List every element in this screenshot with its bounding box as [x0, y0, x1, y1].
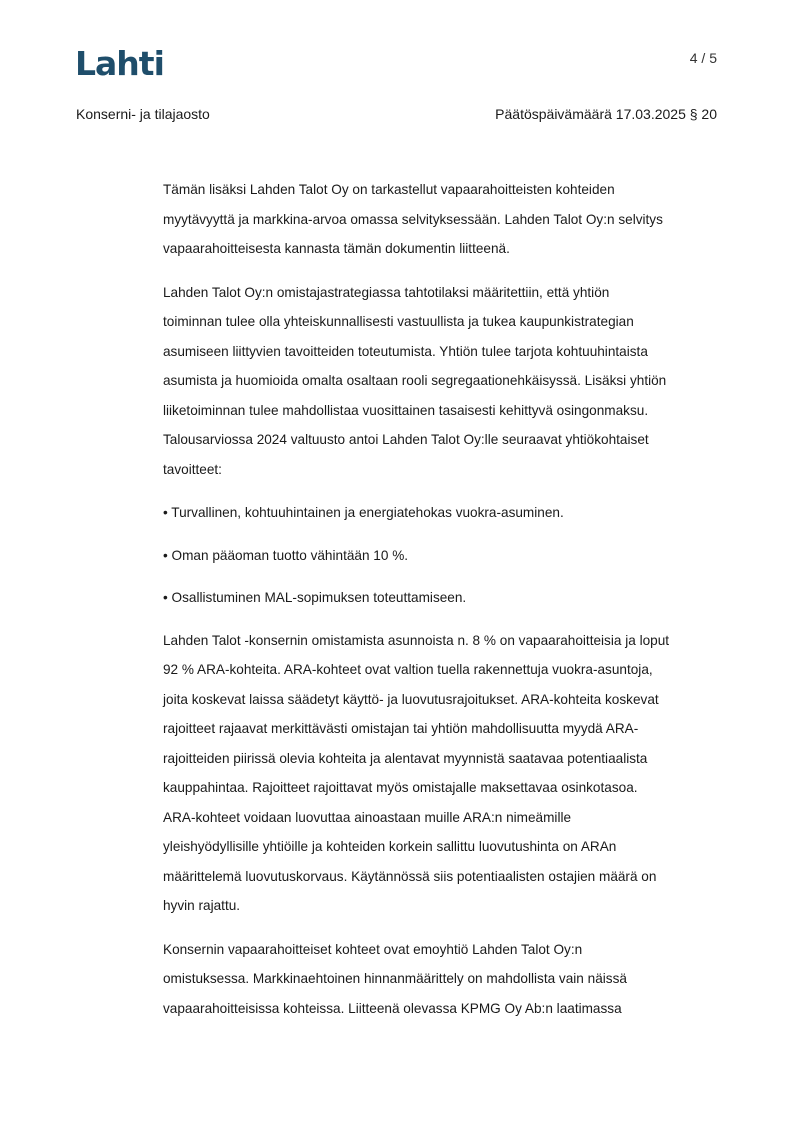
- text-line: Lahden Talot -konsernin omistamista asunnoista n. 8 % on vapaarahoitteisia ja loput: [163, 632, 670, 648]
- text-line: asumista ja huomioida omalta osaltaan rooli segregaationehkäisyssä. Lisäksi yhtiön: [163, 373, 667, 388]
- text-line: vapaarahoitteisesta kannasta tämän dokumentin liitteenä.: [163, 241, 510, 256]
- page-number: 4 / 5: [689, 50, 717, 66]
- text-line: vapaarahoitteisissa kohteissa. Liitteenä olevassa KPMG Oy Ab:n laatimassa: [163, 1000, 622, 1016]
- document-body: [163, 175, 723, 1037]
- text-line: rajoitteet rajaavat merkittävästi omistajan tai yhtiön mahdollisuutta myydä ARA-: [163, 721, 639, 736]
- text-line: Talousarviossa 2024 valtuusto antoi Lahden Talot Oy:lle seuraavat yhtiökohtaiset: [163, 432, 649, 447]
- text-line: liiketoiminnan tulee mahdollistaa vuosittainen tasaisesti kehittyvä osingonmaksu.: [163, 402, 649, 418]
- text-line: • Osallistuminen MAL-sopimuksen toteuttamiseen.: [163, 590, 467, 605]
- text-line: • Turvallinen, kohtuuhintainen ja energiatehokas vuokra-asuminen.: [163, 505, 564, 520]
- body-paragraph: [163, 175, 723, 264]
- text-line: yleishyödyllisille yhtiöille ja kohteiden korkein sallittu luovutushinta on ARAn: [163, 839, 617, 854]
- bullet-item: [163, 541, 723, 571]
- text-line: ARA-kohteet voidaan luovuttaa ainoastaan muille ARA:n nimeämille: [163, 809, 572, 825]
- body-paragraph: [163, 278, 723, 485]
- text-line: joita koskevat laissa säädetyt käyttö- ja luovutusrajoitukset. ARA-kohteita koskevat: [163, 691, 659, 707]
- lahti-logo: Lahti: [75, 44, 164, 83]
- text-line: kauppahintaa. Rajoitteet rajoittavat myös omistajalle maksettavaa osinkotasoa.: [163, 780, 638, 795]
- text-line: hyvin rajattu.: [163, 898, 241, 913]
- text-line: Lahden Talot Oy:n omistajastrategiassa tahtotilaksi määritettiin, että yhtiön: [163, 284, 610, 300]
- text-line: Tämän lisäksi Lahden Talot Oy on tarkastellut vapaarahoitteisten kohteiden: [163, 182, 615, 197]
- body-paragraph: [163, 935, 723, 1024]
- body-paragraph: [163, 626, 723, 921]
- text-line: Konsernin vapaarahoitteiset kohteet ovat emoyhtiö Lahden Talot Oy:n: [163, 941, 583, 957]
- text-line: myytävyyttä ja markkina-arvoa omassa selvityksessään. Lahden Talot Oy:n selvitys: [163, 211, 663, 227]
- text-line: toiminnan tulee olla yhteiskunnallisesti vastuullista ja tukea kaupunkistrategian: [163, 314, 634, 329]
- bullet-item: [163, 583, 723, 613]
- text-line: omistuksessa. Markkinaehtoinen hinnanmäärittely on mahdollista vain näissä: [163, 971, 627, 986]
- department-name: Konserni- ja tilajaosto: [76, 106, 210, 122]
- text-line: tavoitteet:: [163, 461, 222, 477]
- text-line: 92 % ARA-kohteita. ARA-kohteet ovat valtion tuella rakennettuja vuokra-asuntoja,: [163, 662, 653, 677]
- text-line: • Oman pääoman tuotto vähintään 10 %.: [163, 547, 409, 563]
- text-line: rajoitteiden piirissä olevia kohteita ja alentavat myynnistä saatavaa potentiaalista: [163, 750, 648, 766]
- text-line: asumiseen liittyvien tavoitteiden toteutumista. Yhtiön tulee tarjota kohtuuhintaista: [163, 343, 648, 359]
- decision-date: Päätöspäivämäärä 17.03.2025 § 20: [495, 106, 717, 122]
- bullet-item: [163, 498, 723, 528]
- text-line: määrittelemä luovutuskorvaus. Käytännössä siis potentiaalisten ostajien määrä on: [163, 868, 657, 884]
